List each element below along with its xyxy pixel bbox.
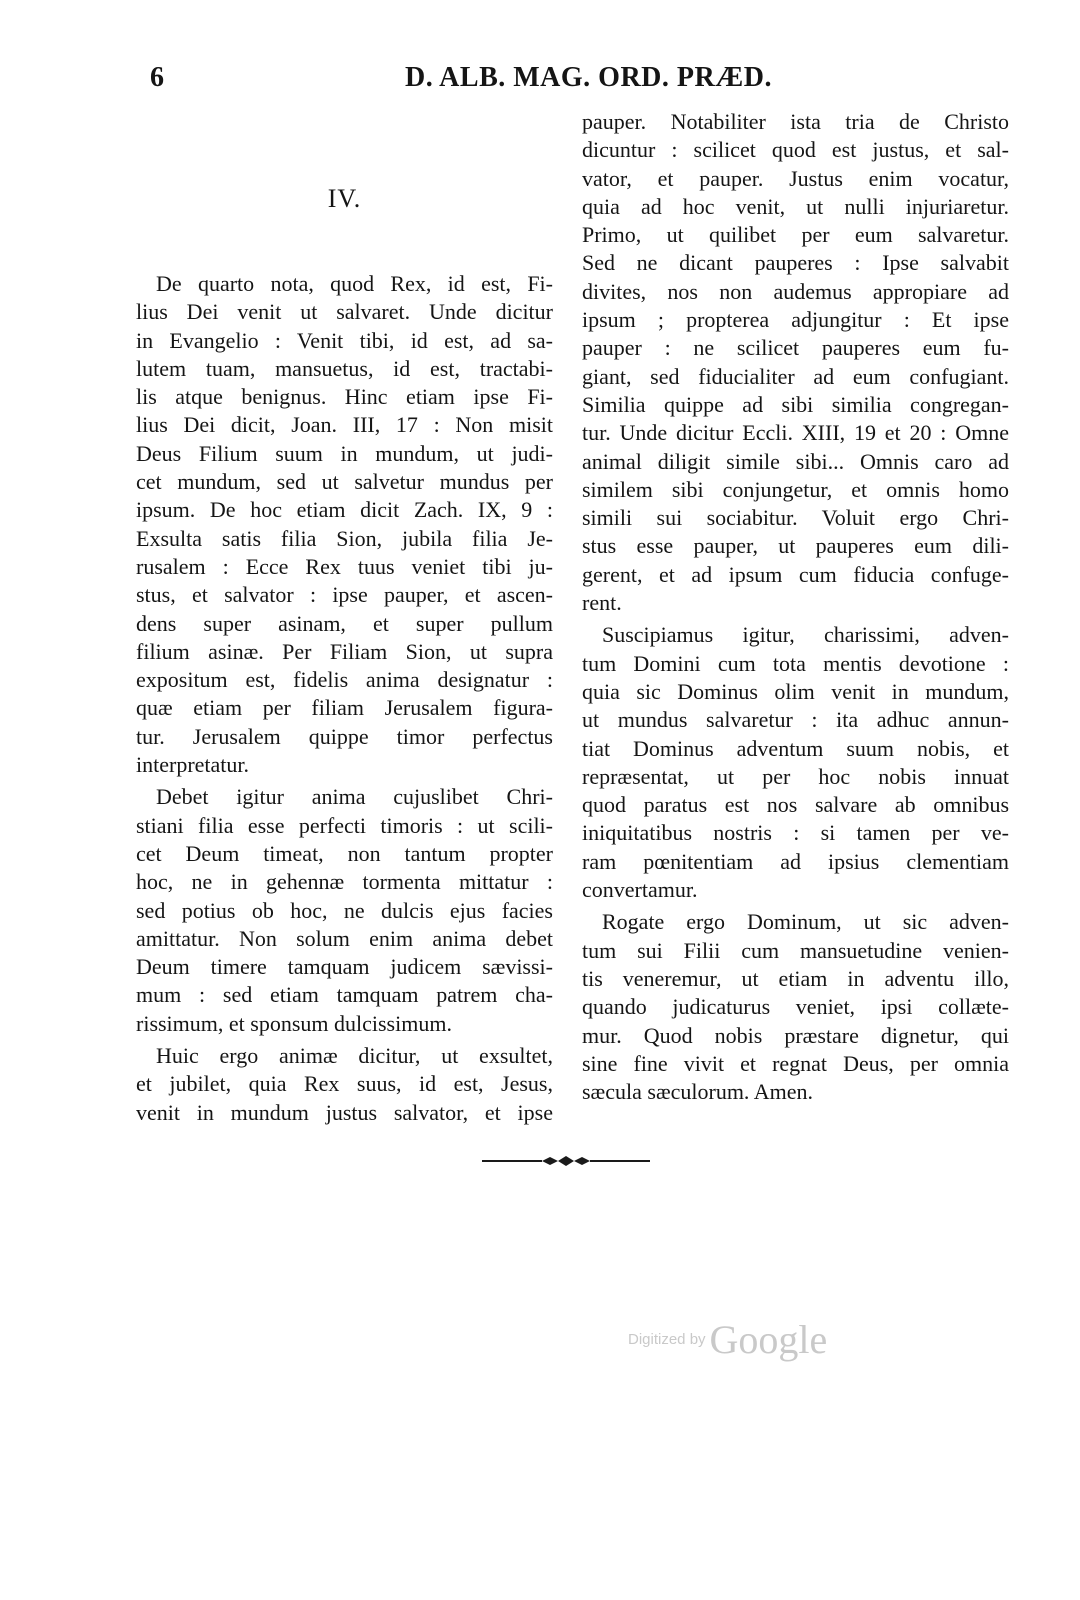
- text-line: lutem tuam, mansuetus, id est, tractabi-: [136, 355, 553, 381]
- text-line: Debet igitur anima cujuslibet Chri-: [156, 784, 553, 810]
- right-column: [582, 108, 1009, 1106]
- divider-rule-right: [590, 1160, 650, 1162]
- text-line: pauper : ne scilicet pauperes eum fu-: [582, 335, 1009, 361]
- left-column-text: [136, 270, 553, 1127]
- text-line: stus, et salvator : ipse pauper, et ascen-: [136, 582, 553, 608]
- text-line: Suscipiamus igitur, charissimi, adven-: [602, 622, 1009, 648]
- text-line: tiat Dominus adventum suum nobis, et: [582, 735, 1009, 761]
- running-head: D. ALB. MAG. ORD. PRÆD.: [405, 62, 772, 93]
- text-line: et jubilet, quia Rex suus, id est, Jesus,: [136, 1071, 553, 1097]
- text-line: quod paratus est nos salvare ab omnibus: [582, 792, 1009, 818]
- text-line: sed potius ob hoc, ne dulcis ejus facies: [136, 897, 553, 923]
- text-line: ipsum ; propterea adjungitur : Et ipse: [582, 307, 1009, 333]
- text-line: tum sui Filii cum mansuetudine venien-: [582, 937, 1009, 963]
- page-number: 6: [150, 62, 164, 93]
- divider-ornament: [542, 1156, 590, 1166]
- text-line: lis atque benignus. Hinc etiam ipse Fi-: [136, 384, 553, 410]
- text-line: Similia quippe ad sibi similia congregan-: [582, 391, 1009, 417]
- text-line: tur. Unde dicitur Eccli. XIII, 19 et 20 : Omne: [582, 420, 1009, 446]
- text-line: Primo, ut quilibet per eum salvaretur.: [582, 222, 1009, 248]
- text-line: Huic ergo animæ dicitur, ut exsultet,: [156, 1043, 553, 1069]
- text-line: iniquitatibus nostris : si tamen per ve-: [582, 820, 1009, 846]
- text-line: sine fine vivit et regnat Deus, per omnia: [582, 1050, 1009, 1076]
- google-logo: Google: [709, 1317, 828, 1362]
- text-line: tum Domini cum tota mentis devotione :: [582, 650, 1009, 676]
- text-line: mum : sed etiam tamquam patrem cha-: [136, 982, 553, 1008]
- text-line: Deus Filium suum in mundum, ut judi-: [136, 440, 553, 466]
- text-line: similem sibi conjungetur, et omnis homo: [582, 476, 1009, 502]
- text-line: interpretatur.: [136, 752, 250, 778]
- text-line: quia sic Dominus olim venit in mundum,: [582, 678, 1009, 704]
- text-line: stus esse pauper, ut pauperes eum dili-: [582, 533, 1009, 559]
- text-line: repræsentat, ut per hoc nobis innuat: [582, 763, 1009, 789]
- text-line: hoc, ne in gehennæ tormenta mittatur :: [136, 869, 553, 895]
- right-column-text: [582, 108, 1009, 1106]
- text-line: Deum timere tamquam judicem sævissi-: [136, 954, 553, 980]
- text-line: vator, et pauper. Justus enim vocatur,: [582, 165, 1009, 191]
- text-line: convertamur.: [582, 877, 698, 903]
- text-line: lius Dei venit ut salvaret. Unde dicitur: [136, 299, 553, 325]
- text-line: giant, sed fiducialiter ad eum confugiant.: [582, 363, 1009, 389]
- text-line: in Evangelio : Venit tibi, id est, ad sa-: [136, 327, 553, 353]
- text-line: venit in mundum justus salvator, et ipse: [136, 1099, 553, 1125]
- text-line: sæcula sæculorum. Amen.: [582, 1079, 813, 1105]
- text-line: lius Dei dicit, Joan. III, 17 : Non misit: [136, 412, 553, 438]
- text-line: rusalem : Ecce Rex tuus veniet tibi ju-: [136, 553, 553, 579]
- text-line: ut mundus salvaretur : ita adhuc annun-: [582, 707, 1009, 733]
- text-line: cet mundum, sed ut salvetur mundus per: [136, 469, 553, 495]
- divider-rule-left: [482, 1160, 542, 1162]
- text-line: simili sui sociabitur. Voluit ergo Chri-: [582, 505, 1009, 531]
- text-line: dicuntur : scilicet quod est justus, et sal-: [582, 137, 1009, 163]
- text-line: tur. Jerusalem quippe timor perfectus: [136, 723, 553, 749]
- text-line: quia ad hoc venit, ut nulli injuriaretur.: [582, 193, 1009, 219]
- ornamental-divider: [482, 1155, 650, 1167]
- text-line: rissimum, et sponsum dulcissimum.: [136, 1010, 452, 1036]
- text-line: expositum est, fidelis anima designatur :: [136, 667, 553, 693]
- text-line: mur. Quod nobis præstare dignetur, qui: [582, 1022, 1009, 1048]
- text-line: divites, nos non audemus appropiare ad: [582, 278, 1009, 304]
- left-column: [136, 108, 553, 1127]
- digitized-prefix: Digitized by: [628, 1331, 706, 1348]
- text-line: amittatur. Non solum enim anima debet: [136, 925, 553, 951]
- text-line: filium asinæ. Per Filiam Sion, ut supra: [136, 638, 553, 664]
- text-line: animal diligit simile sibi... Omnis caro ad: [582, 448, 1009, 474]
- text-line: pauper. Notabiliter ista tria de Christo: [582, 109, 1009, 134]
- text-line: rent.: [582, 590, 622, 616]
- text-line: ipsum. De hoc etiam dicit Zach. IX, 9 :: [136, 497, 553, 523]
- text-line: ram pœnitentiam ad ipsius clementiam: [582, 848, 1009, 874]
- text-line: De quarto nota, quod Rex, id est, Fi-: [156, 271, 553, 296]
- digitized-watermark: [628, 1316, 827, 1363]
- section-heading: IV.: [327, 184, 362, 213]
- text-line: Exsulta satis filia Sion, jubila filia Je-: [136, 525, 553, 551]
- text-line: quæ etiam per filiam Jerusalem figura-: [136, 695, 553, 721]
- text-line: tis veneremur, ut etiam in adventu illo,: [582, 965, 1009, 991]
- text-line: gerent, et ad ipsum cum fiducia confuge-: [582, 561, 1009, 587]
- text-line: dens super asinam, et super pullum: [136, 610, 553, 636]
- text-line: quando judicaturus veniet, ipsi collæte-: [582, 994, 1009, 1020]
- text-line: Rogate ergo Dominum, ut sic adven-: [602, 909, 1009, 935]
- text-line: stiani filia esse perfecti timoris : ut scili-: [136, 812, 553, 838]
- text-line: Sed ne dicant pauperes : Ipse salvabit: [582, 250, 1009, 276]
- text-line: cet Deum timeat, non tantum propter: [136, 840, 553, 866]
